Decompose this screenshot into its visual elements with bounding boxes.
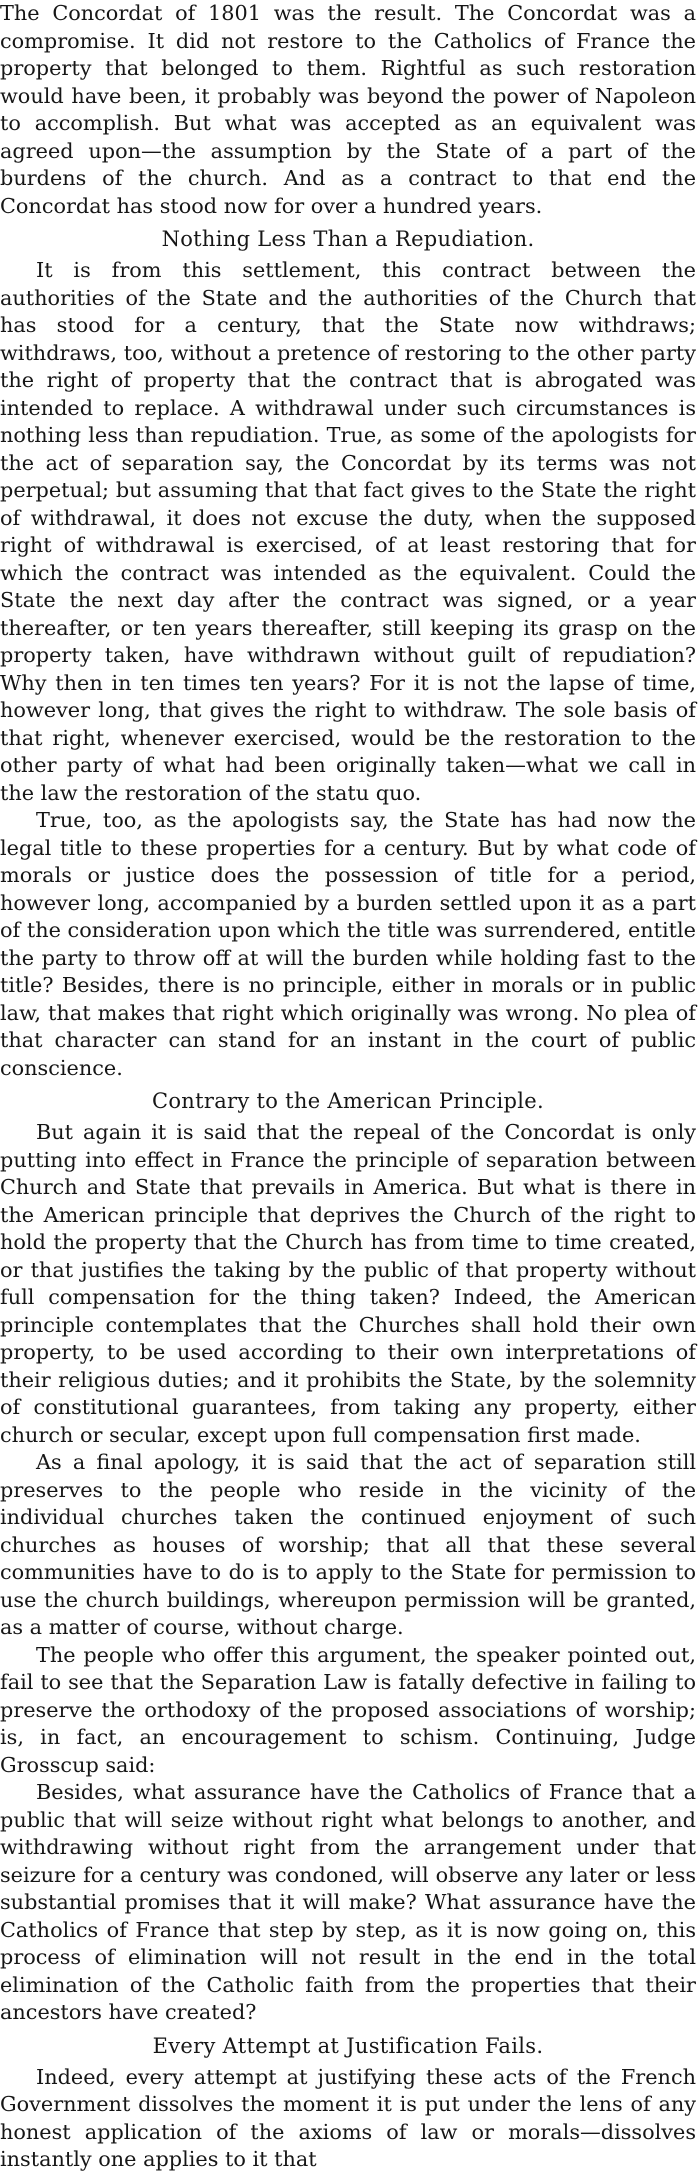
- paragraph: As a final apology, it is said that the act of separation still preserves to the people who reside in the vicinity of the individual churches taken the continued enjoyment of such churches as houses of worship; that all that these several communities have to do is to apply to the State for permission to use the church buildings, whereupon permission will be granted, as a matter of course, without charge.: [0, 1450, 696, 1639]
- section-heading: Nothing Less Than a Repudiation.: [161, 227, 535, 251]
- paragraph: The Concordat of 1801 was the result. The Concordat was a compromise. It did not restore to the Catholics of France the property that belonged to them. Rightful as such restoration would have been, it probably was beyond the power of Napoleon to accomplish. But what was accepted as an equivalent was agreed upon—the assumption by the State of a part of the burdens of the church. And as a contract to that end the Concordat has stood now for over a hundred years.: [0, 1, 696, 218]
- quoted-paragraph: Besides, what assurance have the Catholics of France that a public that will seize without right what belongs to another, and withdrawing without right from the arrangement under that seizure for a century was condoned, will observe any later or less substantial promises that it will make? What assurance have the Catholics of France that step by step, as it is now going on, this process of elimination will not result in the end in the total elimination of the Catholic faith from the properties that their ancestors have created?: [0, 1780, 696, 2024]
- paragraph: Indeed, every attempt at justifying these acts of the French Government dissolves the moment it is put under the lens of any honest application of the axioms of law or morals—dissolves instantly one applies to it that: [0, 2064, 696, 2171]
- paragraph: But again it is said that the repeal of the Concordat is only putting into effect in France the principle of separation between Church and State that prevails in America. But what is there in the American principle that deprives the Church of the right to hold the property that the Church has from time to time created, or that justifies the taking by the public of that property without full compensation for the thing taken? Indeed, the American principle contemplates that the Churches shall hold their own property, to be used according to their own interpretations of their religious duties; and it prohibits the State, by the solemnity of constitutional guarantees, from taking any property, either church or secular, except upon full compensation first made.: [0, 1120, 696, 1447]
- section-heading: Contrary to the American Principle.: [151, 1089, 545, 1113]
- section-heading: Every Attempt at Justification Fails.: [152, 2033, 544, 2058]
- paragraph: True, too, as the apologists say, the State has had now the legal title to these properties for a century. But by what code of morals or justice does the possession of title for a period, however long, accompanied by a burden settled upon it as a part of the consideration upon which the title was surrendered, entitle the party to throw off at will the burden while holding fast to the title? Besides, there is no principle, either in morals or in public law, that makes that right which originally was wrong. No plea of that character can stand for an instant in the court of public conscience.: [0, 808, 696, 1080]
- paragraph: It is from this settlement, this contract between the authorities of the State and the authorities of the Church that has stood for a century, that the State now withdraws; withdraws, too, without a pretence of restoring to the other party the right of property that the contract that is abrogated was intended to replace. A withdrawal under such circumstances is nothing less than repudiation. True, as some of the apologists for the act of separation say, the Concordat by its terms was not perpetual; but assuming that that fact gives to the State the right of withdrawal, it does not excuse the duty, when the supposed right of withdrawal is exercised, of at least restoring that for which the contract was intended as the equivalent. Could the State the next day after the contract was signed, or a year thereafter, or ten years thereafter, still keeping its grasp on the property taken, have withdrawn without guilt of repudiation? Why then in ten times ten years? For it is not the lapse of time, however long, that gives the right to withdraw. The sole basis of that right, whenever exercised, would be the restoration to the other party of what had been originally taken—what we call in the law the restoration of the statu quo.: [0, 258, 696, 805]
- paragraph: The people who offer this argument, the speaker pointed out, fail to see that the Separation Law is fatally defective in failing to preserve the orthodoxy of the proposed associations of worship; is, in fact, an encouragement to schism. Continuing, Judge Grosscup said:: [0, 1642, 696, 1777]
